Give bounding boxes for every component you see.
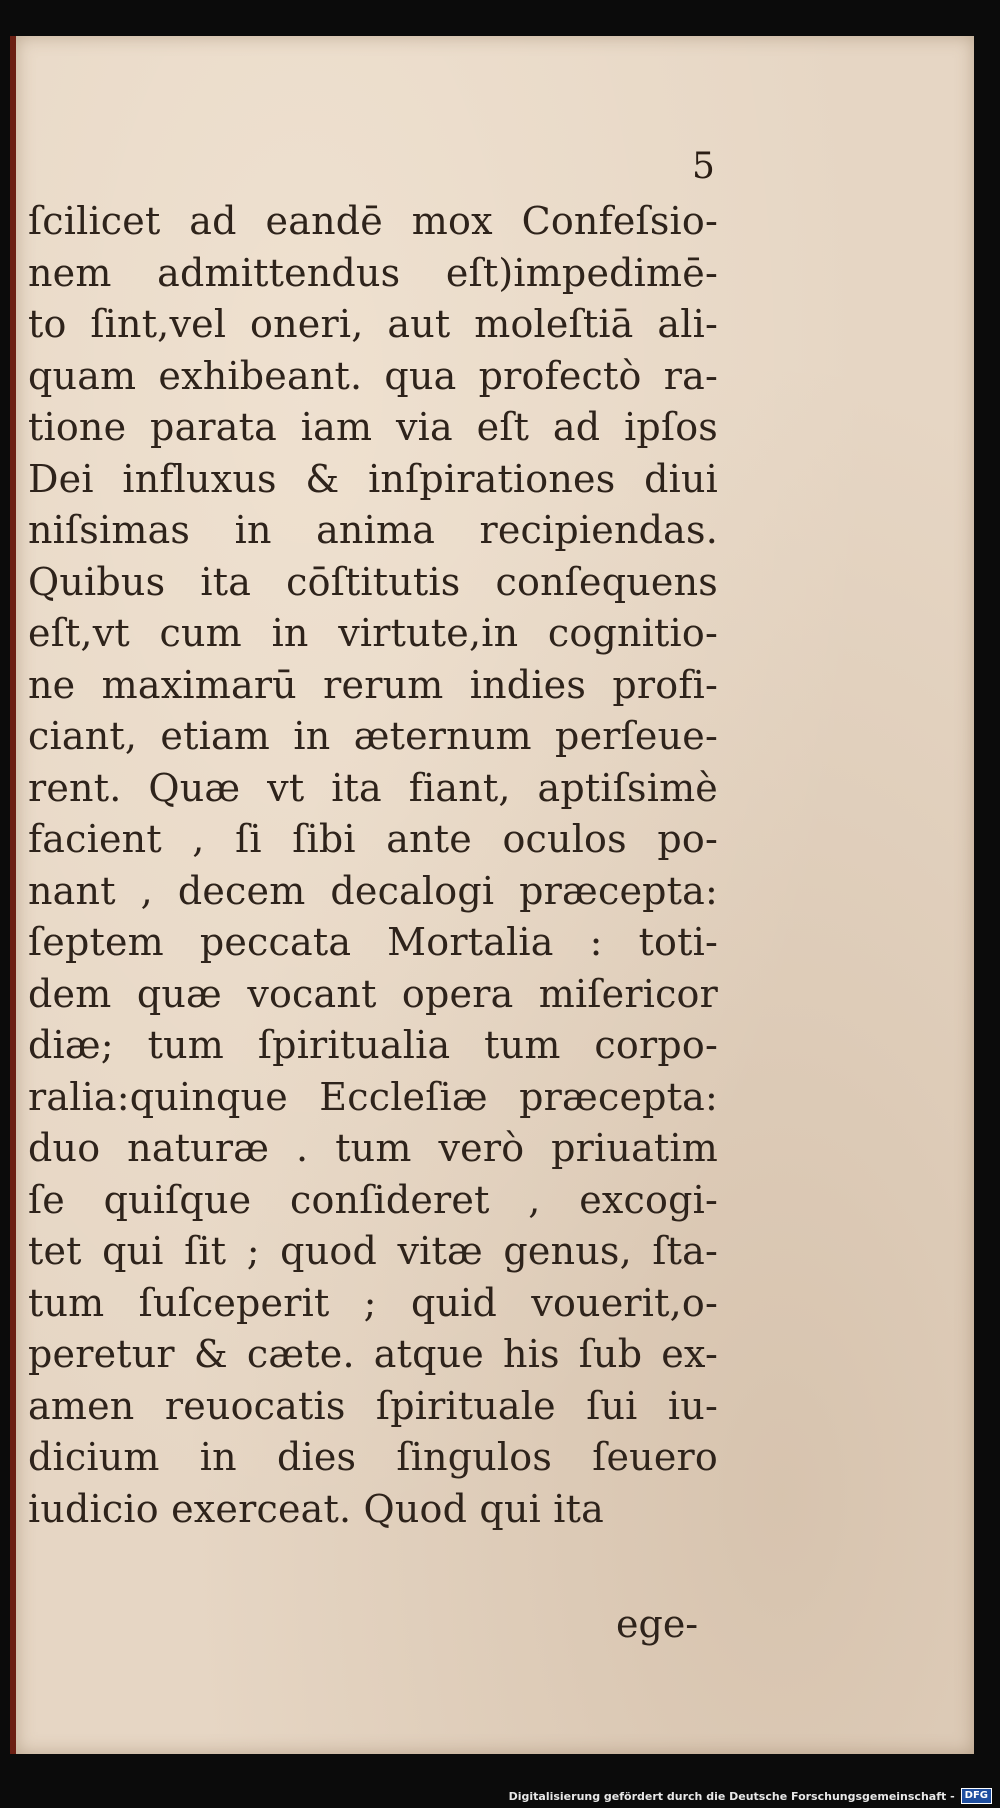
text-line: quam exhibeant. qua profectò ra-: [28, 353, 718, 398]
text-line: duo naturæ . tum verò priuatim: [28, 1126, 718, 1170]
text-line: tet qui ſit ; quod vitæ genus, ſta-: [28, 1229, 718, 1273]
text-line: ciant, etiam in æternum perſeue-: [28, 714, 718, 758]
dfg-logo: DFG: [961, 1788, 992, 1804]
text-line: nem admittendus eſt)impedimē-: [28, 250, 718, 295]
text-line: nant , decem decalogi præcepta:: [28, 868, 718, 913]
book-page: [10, 36, 974, 1754]
text-line: iudicio exerceat. Quod qui ita: [28, 1486, 604, 1531]
text-line: ſcilicet ad eandē mox Confeſsio-: [28, 199, 718, 243]
text-line: rent. Quæ vt ita fiant, aptiſsimè: [28, 765, 718, 810]
text-line: ne maximarū rerum indies profi-: [28, 662, 718, 707]
text-line: tione parata iam via eſt ad ipſos: [28, 405, 718, 449]
text-line: peretur & cæte. atque his ſub ex-: [28, 1332, 718, 1376]
catchword: ege-: [616, 1602, 699, 1646]
body-text: [28, 196, 718, 1535]
text-line: dicium in dies ſingulos ſeuero: [28, 1435, 718, 1479]
page-number: 5: [692, 146, 715, 187]
text-line: Dei influxus & inſpirationes diui: [28, 456, 718, 501]
footer-credit: Digitalisierung gefördert durch die Deutsche Forschungsgemeinschaft -: [508, 1789, 955, 1803]
text-line: Quibus ita cōſtitutis conſequens: [28, 559, 718, 604]
text-line: ſe quiſque conſideret , excogi-: [28, 1177, 718, 1222]
text-line: facient , ſi ſibi ante oculos po-: [28, 817, 718, 861]
text-line: tum ſuſceperit ; quid vouerit,o-: [28, 1280, 718, 1325]
text-line: niſsimas in anima recipiendas.: [28, 508, 718, 552]
text-line: ralia:quinque Eccleſiæ præcepta:: [28, 1074, 718, 1119]
text-line: diæ; tum ſpiritualia tum corpo-: [28, 1023, 718, 1067]
text-line: eſt,vt cum in virtute,in cognitio-: [28, 611, 718, 655]
text-line: ſeptem peccata Mortalia : toti-: [28, 920, 718, 964]
text-line: amen reuocatis ſpirituale ſui iu-: [28, 1383, 718, 1428]
text-line: to ſint,vel oneri, aut moleſtiā ali-: [28, 302, 718, 346]
text-line: dem quæ vocant opera miſericor: [28, 971, 718, 1016]
digitization-footer: [509, 1788, 992, 1804]
